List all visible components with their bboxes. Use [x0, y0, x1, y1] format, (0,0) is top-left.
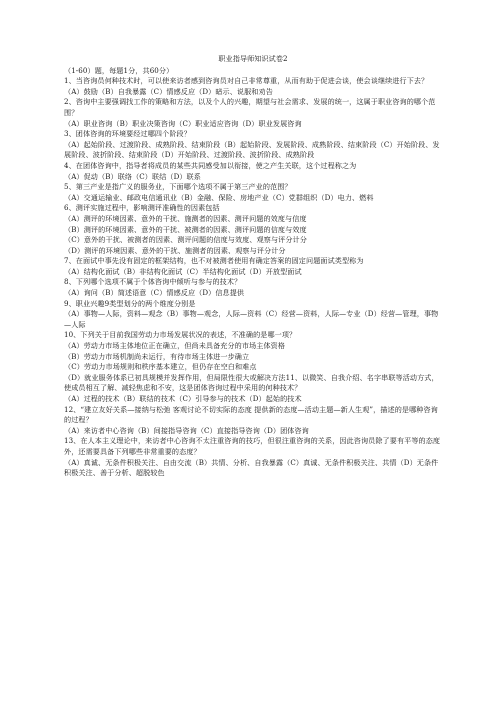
question-10-option-a: （A）劳动力市场主体地位正在确立，但尚未具备充分的市场主体资格 — [64, 341, 286, 351]
question-13-options: （A）真诚、无条件积极关注、自由交流（B）共情、分析、自我暴露（C）真诚、无条件积极关注、共情（D）无条件积极关注、善于分析、超脱较色 — [64, 457, 439, 478]
question-6-option-c: （C）意外的干扰、被测者的因素、测评问题的信度与效度、观察与评分计分 — [64, 235, 307, 245]
question-4-options: （A）促动（B）联络（C）联结（D）联系 — [64, 171, 201, 181]
question-3-stem: 3、团体咨询的环境要经过哪四个阶段？ — [64, 129, 191, 139]
question-5-options: （A）交通运输业、邮政电信通讯业（B）金融、保险、房地产业（C）党群组织（D）电力、燃料 — [64, 192, 374, 202]
document-page — [64, 54, 442, 479]
question-10-option-d: （D）就业服务体系已初具规模并发挥作用，但局限性很大或解决方法11、以微笑、自我介绍、名字串联等活动方式，使成员相互了解、减轻焦虑和不安，这是团体咨询过程中采用的何种技术？ — [64, 372, 439, 393]
question-4-stem: 4、在团体咨询中，指导者将成员的某些共同感受加以衔接，使之产生关联，这个过程称之为 — [64, 160, 357, 170]
question-9-stem: 9、职业兴趣9类型划分的两个维度分别是 — [64, 298, 196, 308]
question-7-stem: 7、在面试中事先没有固定的框架结构，也不对被测者使用有确定答案的固定问题面试类型称为 — [64, 256, 364, 266]
question-7-options: （A）结构化面试（B）非结构化面试（C）半结构化面试（D）开放型面试 — [64, 266, 302, 276]
question-12-options: （A）来访者中心咨询（B）间接指导咨询（C）直接指导咨询（D）团体咨询 — [64, 425, 309, 435]
question-2-options: （A）职业咨询（B）职业决策咨询（C）职业适应咨询（D）职业发展咨询 — [64, 118, 302, 128]
question-1-stem: 1、当咨询员何种技术时，可以使来访者感到咨询员对自己非常尊重，从而有助于促进会谈，使会谈继续进行下去？ — [64, 76, 429, 86]
question-10-stem: 10、下列关于目前我国劳动力市场发展状况的表述，不准确的是哪一项？ — [64, 330, 297, 340]
question-1-options: （A）鼓励（B）自我暴露（C）情感反应（D）暗示、说服和劝告 — [64, 86, 273, 96]
question-9-options: （A）事物—人际，资料—观念（B）事物—观念，人际—资料（C）经营—资料，人际—专业（D）经营—管理，事物—人际 — [64, 309, 439, 329]
question-10-option-b: （B）劳动力市场机制尚未运行，有待市场主体进一步确立 — [64, 351, 250, 361]
question-12-stem: 12、“建立友好关系—接纳与松弛 客观讨论不切实际的态度 提供新的态度—活动主题—新人生观”，描述的是哪种咨询的过程？ — [64, 404, 438, 425]
page-title: 职业指导师知识试卷2 — [218, 54, 288, 63]
question-8-stem: 8、下列哪个选项不属于个体咨询中倾听与参与的技术？ — [64, 277, 242, 287]
question-10-option-c: （C）劳动力市场规则和秩序基本建立，但仍存在空白和难点 — [64, 362, 257, 372]
intro-line: （1-60）题，每题1分，共60分） — [64, 65, 174, 75]
question-6-stem: 6、测评实施过程中，影响测评准确性的因素包括 — [64, 203, 220, 213]
question-8-options: （A）询问（B）简述语意（C）情感反应（D）信息提供 — [64, 288, 245, 298]
question-6-option-a: （A）测评的环境因素、意外的干扰、施测者的因素、测评问题的效度与信度 — [64, 213, 307, 223]
question-6-option-b: （B）测评的环境因素、意外的干扰、被测者的因素、测评问题的信度与效度 — [64, 224, 307, 234]
question-2-stem: 2、咨询中主要强调找工作的策略和方法，以及个人的兴趣，期望与社会需求、发展的统一，这属于职业咨询的哪个范围？ — [64, 97, 436, 117]
question-6-option-d: （D）测评的环境因素、意外的干扰、施测者的因素、观察与评分计分 — [64, 245, 286, 255]
question-11-options: （A）过程的技术（B）联结的技术（C）引导参与的技术（D）起始的技术 — [64, 394, 302, 403]
question-5-stem: 5、第三产业是指广义的服务业，下面哪个选项不属于第三产业的范围？ — [64, 182, 292, 192]
question-13-stem: 13、在人本主义理论中，来访者中心咨询不太注重咨询的技巧，但很注重咨询的关系，因此咨询员除了要有平等的态度外，还需要具备下列哪些非常重要的态度？ — [64, 436, 441, 456]
question-3-options: （A）起始阶段、过渡阶段、成熟阶段、结束阶段（B）起始阶段、发展阶段、成熟阶段、结束阶段（C）开始阶段、发展阶段、波折阶段、结束阶段（D）开始阶段、过渡阶段、波折阶段、成熟阶段 — [64, 139, 440, 160]
